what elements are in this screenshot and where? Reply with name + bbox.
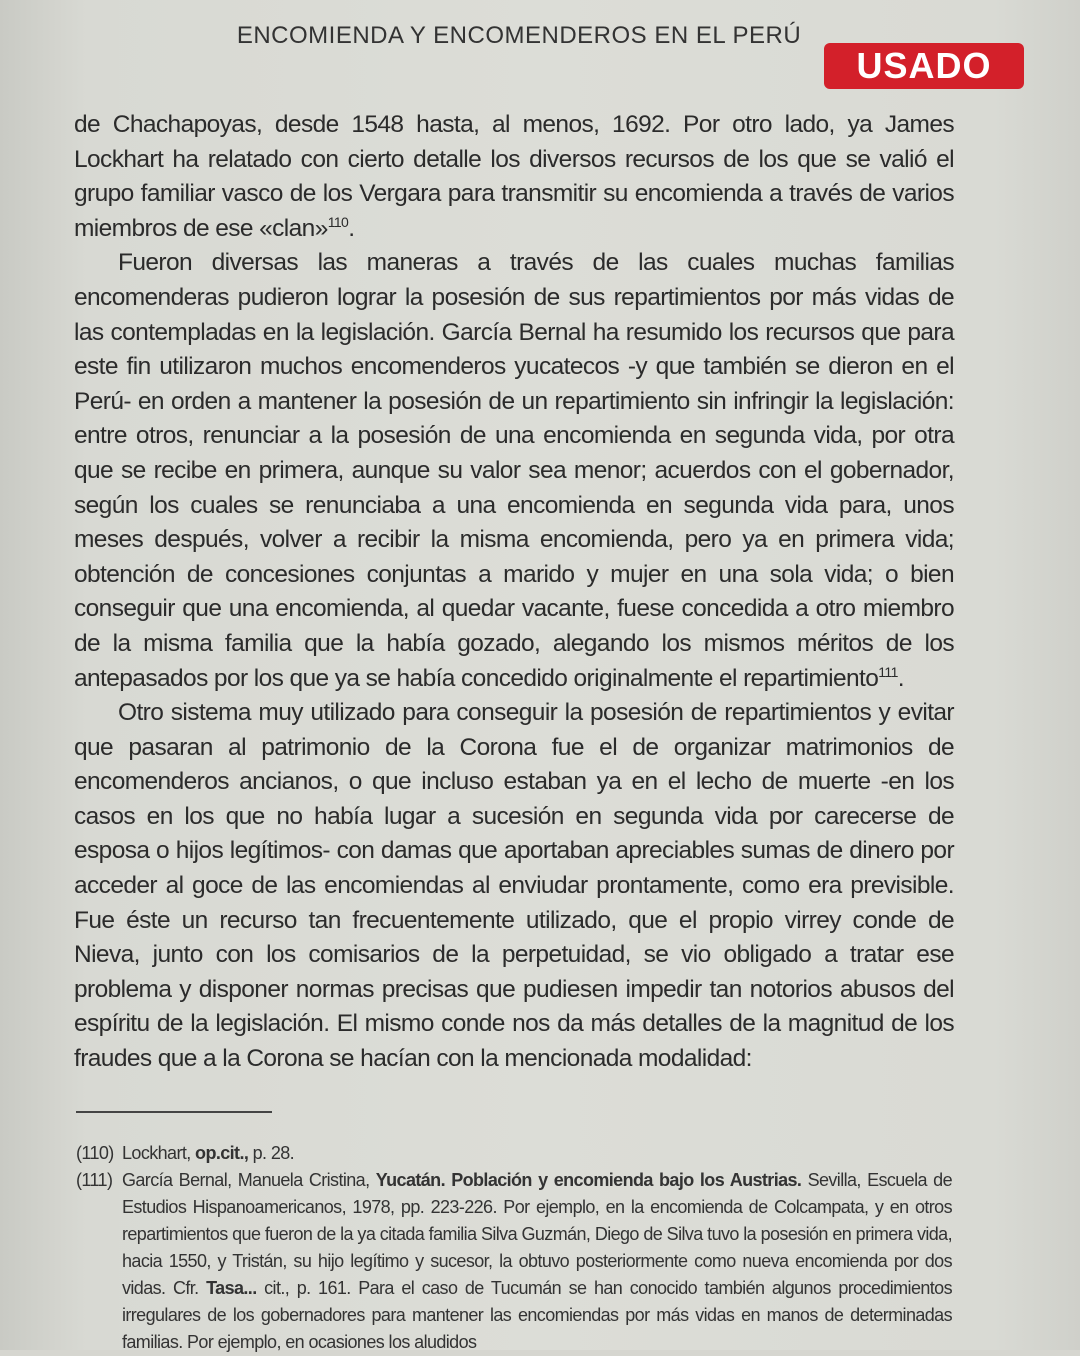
footnote-ref-110: 110 bbox=[327, 213, 349, 230]
paragraph-2-text: Fueron diversas las maneras a través de las cuales muchas familias encomenderas pudieron lograr la posesión de sus repartimientos por más vidas de las contempladas en la legislación. García Bernal ha resumido los recursos que para este fin utilizaron muchos encomenderos yucatecos -y que también se dieron en el Perú- en orden a mantener la posesión de un repartimiento sin infringir la legislación: entre otros, renunciar a la posesión de una encomienda en segunda vida, por otra que se recibe en primera, aunque su valor sea menor; acuerdos con el gobernador, según los cuales se renunciaba a una encomienda en segunda vida para, unos meses después, volver a recibir la misma encomienda, pero ya en primera vida; obtención de concesiones conjuntas a marido y mujer en una sola vida; o bien conseguir que una encomienda, al quedar vacante, fuese concedida a otro miembro de la misma familia que la había gozado, alegando los mismos méritos de los antepasados por los que ya se había concedido originalmente el repartimiento bbox=[74, 249, 954, 692]
footnote-number: (110) bbox=[76, 1143, 114, 1163]
paragraph-1 bbox=[74, 108, 954, 246]
footnote-reference: op.cit., bbox=[195, 1143, 249, 1163]
footnotes bbox=[76, 1140, 952, 1356]
paragraph-3-text: Otro sistema muy utilizado para conseguir la posesión de repartimientos y evitar que pasaran al patrimonio de la Corona fue el de organizar matrimonios de encomenderos ancianos, o que incluso estaban ya en el lecho de muerte -en los casos en los que no había lugar a sucesión en segunda vida por carecerse de esposa o hijos legítimos- con damas que aportaban apreciables sumas de dinero por acceder al goce de las encomiendas al enviudar prontamente, como era previsible. Fue éste un recurso tan frecuentemente utilizado, que el propio virrey conde de Nieva, junto con los comisarios de la perpetuidad, se vio obligado a tratar ese problema y disponer normas precisas que pudiesen impedir tan notorios abusos del espíritu de la legislación. El mismo conde nos da más detalles de la magnitud de los fraudes que a la Corona se hacían con la mencionada modalidad: bbox=[74, 699, 954, 1073]
paragraph-1-end: . bbox=[348, 214, 355, 242]
paragraph-1-text: de Chachapoyas, desde 1548 hasta, al menos, 1692. Por otro lado, ya James Lockhart ha relatado con cierto detalle los diversos recursos de los que se valió el grupo familiar vasco de los Vergara para transmitir su encomienda a través de varios miembros de ese «clan» bbox=[74, 111, 954, 242]
footnote-text-continued: cit., p. 161. Para el caso de Tucumán se han conocido también algunos procedimientos irregulares de los gobernadores para mantener las encomiendas por más vidas en manos de determinadas familias. Por ejemplo, en ocasiones los aludidos bbox=[122, 1278, 952, 1352]
footnote-author: García Bernal, Manuela Cristina, bbox=[122, 1170, 376, 1190]
paragraph-2-end: . bbox=[897, 664, 904, 692]
running-head: ENCOMIENDA Y ENCOMENDEROS EN EL PERÚ bbox=[236, 22, 802, 49]
footnote-text: Sevilla, Escuela de Estudios Hispanoamericanos, 1978, pp. 223-226. Por ejemplo, en la encomienda de Colcampata, y en otros repartimientos que fueron de la ya citada familia Silva Guzmán, Diego de Silva tuvo la posesión en primera vida, hacia 1550, y Tristán, su hijo legítimo y sucesor, la obtuvo posteriormente como nueva encomienda por dos vidas. Cfr. bbox=[122, 1170, 952, 1298]
footnote-text: p. 28. bbox=[248, 1143, 295, 1163]
footnote-rule bbox=[76, 1111, 272, 1113]
body-text bbox=[74, 108, 954, 1077]
footnote-111 bbox=[76, 1167, 952, 1356]
paragraph-2 bbox=[74, 246, 954, 696]
used-badge: USADO bbox=[824, 43, 1024, 89]
footnote-book-title: Yucatán. Población y encomienda bajo los Austrias. bbox=[375, 1170, 802, 1190]
footnote-author: Lockhart, bbox=[122, 1143, 196, 1163]
footnote-reference: Tasa... bbox=[206, 1278, 257, 1298]
footnote-number: (111) bbox=[76, 1170, 113, 1190]
footnote-ref-111: 111 bbox=[878, 663, 898, 680]
footnote-110 bbox=[76, 1140, 952, 1167]
paragraph-3 bbox=[74, 696, 954, 1077]
